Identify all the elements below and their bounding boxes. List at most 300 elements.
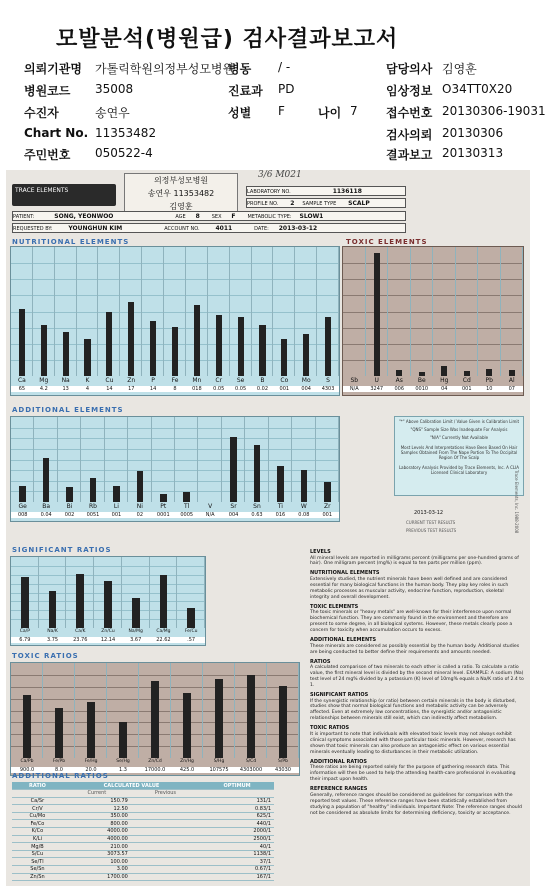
chart-value: 02 [128,512,151,518]
report-title: 모발분석(병원급) 검사결과보고서 [56,27,399,52]
chart-bar [238,317,244,376]
info-value: 송연우 [95,106,130,120]
stamp-line2: 송연우 11353482 [147,189,215,198]
explain-text: These minerals are considered as possibly essential by the human body. Additional studies are being conducted to better define their requirements and amounts needed. [310,643,520,655]
ar-previous [131,873,200,881]
explain-text: Extensively studied, the nutrient minerals have been well defined and are considered essential for many biological functions in the human body. They play key roles in such metabolic processes as muscular activity, endocrine function, reproduction, skeletal integrity and overall development. [310,576,509,600]
toxic-ratios-heading: TOXIC RATIOS [12,652,79,660]
ar-previous [131,843,200,851]
chart-value: 0.08 [292,512,315,518]
chart-symbol: As [395,377,403,384]
patient-value: SONG, YEONWOO [54,213,114,220]
chart-bar [464,371,470,376]
info-label: 성별 [228,106,252,120]
chart-column [478,247,501,376]
age-value: 8 [195,213,200,220]
additional-ratios-heading: ADDITIONAL RATIOS [12,772,109,780]
chart-value: 0.02 [252,386,274,392]
ar-row [12,858,274,866]
stamp-line3: 김영훈 [169,202,193,211]
explain-heading: ADDITIONAL RATIOS [310,758,367,765]
chart-bar [49,591,57,628]
ar-row [12,820,274,828]
ar-value: 4000.00 [63,835,131,843]
chart-symbol: Ca/P [19,629,30,634]
chart-value: 0005 [175,512,198,518]
ar-ratio: Ca/Sr [12,797,63,805]
nutritional-chart [10,246,340,396]
chart-bar [151,681,160,758]
ar-row [12,866,274,874]
chart-symbol: Bi [66,503,73,510]
chart-bar [90,478,97,502]
ar-ratio: Se/Tl [12,858,63,866]
chart-value: 8.0 [43,767,75,773]
chart-bar [137,471,144,502]
explain-heading: TOXIC ELEMENTS [310,603,359,610]
chart-bar [21,577,29,628]
explain-text: These ratios are being reported solely for the purpose of gathering research data. This information will then be used to help the attending health-care professional in evaluating their impact upon health. [310,765,516,783]
chart-value: 3247 [366,386,389,392]
info-value: 050522-4 [95,146,153,160]
chart-symbol: Sr [230,503,237,510]
chart-symbol: Be [417,377,426,384]
info-value: 가톨릭학원의정부성모병원 [95,62,235,76]
patient-label: PATIENT: [13,214,35,220]
chart-bar [84,339,90,376]
info-label: 진료과 [228,84,263,98]
chart-bar [19,309,25,376]
info-value: 11353482 [95,126,157,140]
chart-bar [66,487,73,502]
chart-symbol: Tl [184,503,190,510]
chart-column [175,417,198,502]
sample-label: SAMPLE TYPE [302,201,337,207]
chart-value: 0.05 [208,386,230,392]
chart-symbol: Pb [485,377,493,384]
ar-sub-current: Current [63,790,131,798]
chart-value: 65 [11,386,33,392]
chart-value: 14 [98,386,120,392]
chart-column [456,247,479,376]
age-label: AGE [175,214,186,220]
chart-symbol: Se [236,377,245,384]
chart-value: 4 [77,386,99,392]
patient-row [12,211,406,221]
ar-ratio: Cr/V [12,805,63,813]
chart-bar [187,608,195,628]
chart-bar [183,693,192,758]
chart-bar [281,339,287,376]
legend-sample-note: Most Levels And Interpretations Have Been Based On Hair Samples Obtained From The Nape Portion To The Occipital Region Of The Scalp [400,445,518,460]
chart-value: 006 [388,386,411,392]
chart-bar [325,317,331,376]
side-copyright: Trace Elements, Inc. 1988-2008 [514,470,519,534]
ar-optimum: 440/1 [200,820,274,828]
chart-symbol: S [326,377,330,384]
chart-value: 016 [269,512,292,518]
chart-symbol: Na [61,377,70,384]
info-label: 수진자 [24,106,59,120]
ar-ratio: Cu/Mo [12,812,63,820]
info-label: 검사의뢰 [386,128,433,142]
chart-symbol: Sn [253,503,261,510]
ar-row [12,843,274,851]
chart-bar [509,370,515,376]
additional-heading: ADDITIONAL ELEMENTS [12,406,124,414]
info-label: Chart No. [24,126,89,140]
ar-optimum: 40/1 [200,843,274,851]
chart-bar [19,486,26,502]
date-label: DATE: [254,226,269,232]
chart-symbol: Co [280,377,289,384]
ar-ratio: S/Cu [12,850,63,858]
chart-symbol: Fe/Pb [52,759,66,764]
chart-symbol: Ca/Mg [156,629,171,634]
ar-optimum: 0.83/1 [200,805,274,813]
chart-bar [160,494,167,502]
chart-symbol: U [374,377,379,384]
chart-value: 001 [105,512,128,518]
chart-bar [303,334,309,376]
ar-optimum: 0.67/1 [200,866,274,874]
chart-value: 004 [222,512,245,518]
chart-value: 3.67 [122,637,150,643]
logo-text: TRACE ELEMENTS [15,187,69,194]
ar-value: 100.00 [63,858,131,866]
chart-bar [216,315,222,376]
profile-value: 2 [290,200,295,207]
metabolic-label: METABOLIC TYPE: [247,214,292,220]
chart-symbol: Fe [171,377,179,384]
ar-header-row [12,782,274,790]
ar-row [12,812,274,820]
ar-previous [131,828,200,836]
toxic-ratios-chart [10,662,300,776]
chart-symbol: Zn [127,377,136,384]
chart-value: .57 [177,637,205,643]
info-value: 20130313 [442,146,504,160]
chart-symbol: Cd [462,377,471,384]
chart-symbol: S/Pb [278,759,288,764]
explain-heading: REFERENCE RANGES [310,786,368,793]
chart-value: 0051 [81,512,104,518]
chart-bar [301,470,308,502]
chart-symbol: Sb [350,377,359,384]
chart-value: 008 [11,512,34,518]
explanation-column [310,546,524,817]
chart-symbol: Zn/Cu [101,629,115,634]
ar-value: 210.00 [63,843,131,851]
explain-heading: LEVELS [310,549,331,555]
chart-bar [486,369,492,376]
chart-symbol: Zn/Hg [180,759,194,764]
chart-value: 6.79 [11,637,39,643]
chart-bar [277,466,284,502]
info-value: / - [278,60,291,74]
explain-heading: NUTRITIONAL ELEMENTS [310,570,380,577]
chart-value: 0.63 [245,512,268,518]
chart-bar [119,722,128,758]
chart-symbol: Rb [89,503,97,510]
chart-symbol: Ti [277,503,283,510]
chart-symbol: W [300,503,307,510]
explain-heading: ADDITIONAL ELEMENTS [310,637,377,644]
info-label: 주민번호 [24,148,71,162]
chart-bar [43,458,50,502]
chart-value: 4303 [317,386,339,392]
chart-value: 425.0 [171,767,203,773]
ar-ratio: Zn/Sn [12,873,63,881]
legend-box [394,416,524,496]
legend-lab: Laboratory Analysis Provided by Trace Elements, Inc. A CLIA Licensed Clinical Laboratory [398,465,520,475]
explain-text: All mineral levels are reported in milligrams percent (milligrams per one-hundred grams of hair). One milligram percent (mg%) is equal to ten parts per million (ppm). [310,555,519,567]
chart-symbol: Se/Hg [116,759,130,764]
account-label: ACCOUNT NO. [164,226,200,232]
requested-row [12,223,406,233]
chart-symbol: Mn [192,377,202,384]
ar-subheader-row [12,790,274,798]
chart-value: 8 [164,386,186,392]
chart-symbol: K [85,377,90,384]
ar-previous [131,805,200,813]
chart-symbol: V [208,503,213,510]
chart-value: 17 [120,386,142,392]
ar-value: 4000.00 [63,828,131,836]
ar-col-calc: CALCULATED VALUE [63,782,200,790]
chart-symbol: Ni [136,503,143,510]
info-value: 20130306-19031 [442,104,546,118]
ar-previous [131,850,200,858]
chart-column [501,247,524,376]
significant-heading: SIGNIFICANT RATIOS [12,546,112,554]
ar-optimum: 131/1 [200,797,274,805]
ar-value: 12.50 [63,805,131,813]
chart-symbol: Mo [301,377,311,384]
chart-symbol: Ca [17,377,26,384]
ar-optimum: 167/1 [200,873,274,881]
explain-text: A calculated comparison of two minerals to each other is called a ratio. To calculate a ratio value, the first mineral level is divided by the second mineral level. EXAMPLE: A sodium (Na) test level of 24 mg% divided by a potassium (K) level of 10mg% equals a Na/K ratio of 2.4 to 1. [310,665,524,689]
chart-bar [55,708,64,758]
chart-value: 22.62 [150,637,178,643]
explain-heading: RATIOS [310,658,331,665]
chart-value: 002 [58,512,81,518]
chart-symbol: Zr [323,503,331,510]
lab-no-label: LABORATORY NO. [247,189,291,195]
chart-symbol: Ca/K [75,629,86,634]
ar-value: 150.79 [63,797,131,805]
profile-label: PROFILE NO. [247,201,279,207]
chart-bar [128,302,134,376]
chart-symbol: S/Cd [245,759,257,764]
ar-row [12,797,274,805]
chart-value: 17000.0 [139,767,171,773]
legend-qns: "QNS" Sample Size Was Inadequate For Analysis [410,427,508,432]
chart-symbol: Na/K [47,629,58,634]
ar-ratio: K/Li [12,835,63,843]
chart-bar [194,305,200,376]
chart-symbol: Ge [18,503,27,510]
additional-ratios-table [12,782,274,881]
chart-value: 20.0 [75,767,107,773]
chart-value: 43030 [267,767,299,773]
ar-optimum: 37/1 [200,858,274,866]
date-value: 2013-03-12 [278,225,318,232]
sample-value: SCALP [348,200,370,207]
ar-ratio: Fe/Co [12,820,63,828]
info-label: 나이 [318,106,342,120]
ar-previous [131,820,200,828]
info-label: 병원코드 [24,84,71,98]
chart-symbol: Hg [440,377,449,384]
chart-value: 10 [478,386,501,392]
chart-bar [374,253,380,376]
chart-symbol: B [260,377,265,384]
info-value: 김영훈 [442,62,477,76]
chart-symbol: Mg [39,377,49,384]
sex-label: SEX [211,214,222,220]
chart-bar [106,312,112,376]
chart-bar [441,366,447,376]
significant-ratios-chart [10,556,206,646]
chart-bar [324,482,331,502]
ar-row [12,835,274,843]
chart-column [433,247,456,376]
chart-symbol: Cr [215,377,223,384]
current-results-label: CURRENT TEST RESULTS [406,520,456,525]
ar-previous [131,797,200,805]
explain-text: It is important to note that individuals with elevated toxic levels may not always exhibit clinical symptoms associated with those particular toxic minerals. However, research has shown that toxic minerals can also produce an antagonistic effect on various essential minerals eventually leading to disturbances in their metabolic utilization. [310,731,516,755]
ar-previous [131,835,200,843]
sex-value: F [231,213,236,220]
chart-value: N/A [343,386,366,392]
chart-column [343,247,366,376]
chart-bar [63,332,69,376]
ar-col-ratio: RATIO [12,782,63,790]
ar-value: 1700.00 [63,873,131,881]
ar-row [12,850,274,858]
ar-row [12,873,274,881]
chart-symbol: Fe/Hg [84,759,98,764]
toxic-chart [342,246,524,396]
chart-bar [396,370,402,376]
ar-previous [131,866,200,874]
ar-row [12,828,274,836]
lab-no-row [246,186,406,196]
chart-value: 0.04 [34,512,57,518]
chart-symbol: S/Hg [213,759,225,764]
info-label: 임상정보 [386,84,433,98]
ar-previous [131,858,200,866]
info-value: PD [278,82,295,96]
chart-value: 14 [142,386,164,392]
chart-bar [254,445,261,502]
ar-optimum: 2500/1 [200,835,274,843]
explain-text: Generally, reference ranges should be considered as guidelines for comparison with the reported test values. These reference ranges have been statistically established from studying a population of "healthy" individuals. Important Note: The reference ranges should not be considered as absolute limits for determining deficiency, toxicity or acceptance. [310,792,522,816]
explain-text: If the synergistic relationship (or ratio) between certain minerals in the body is disturbed, studies show that normal biological functions and metabolic activity can be adversely affected. Even at extremely low concentrations, the synergistic and/or antagonistic relationships between minerals still exist, which can indirectly affect metabolism. [310,698,517,722]
chart-value: 12.14 [94,637,122,643]
requested-value: YOUNGHUN KIM [68,225,123,232]
chart-symbol: Al [508,377,515,384]
chart-symbol: Ba [42,503,51,510]
info-label: 의뢰기관명 [24,62,82,76]
chart-symbol: Pt [160,503,167,510]
info-value: O34TT0X20 [442,82,513,96]
legend-calibration: "*" Above Calibration Limit / Value Given is Calibration Limit [398,419,520,424]
chart-bar [247,675,256,758]
chart-value: 1.3 [107,767,139,773]
info-value: F [278,104,285,118]
chart-bar [172,327,178,376]
chart-bar [76,574,84,628]
chart-bar [23,695,32,758]
legend-na: "N/A" Currently Not Available [429,435,489,440]
ar-value: 3073.57 [63,850,131,858]
chart-value: 004 [295,386,317,392]
chart-column [388,247,411,376]
info-value: 20130306 [442,126,504,140]
chart-bar [419,372,425,376]
chart-symbol: Fe/Cu [184,629,198,634]
chart-column [198,417,221,502]
ar-optimum: 2000/1 [200,828,274,836]
account-value: 4011 [215,225,233,232]
chart-bar [113,486,120,502]
chart-value: 4.2 [33,386,55,392]
chart-bar [41,325,47,376]
chart-value: 07 [501,386,524,392]
ar-value: 800.00 [63,820,131,828]
chart-symbol: Zn/Cd [148,759,162,764]
ar-ratio: Se/Sn [12,866,63,874]
lab-no-value: 1136118 [332,188,362,195]
chart-value: 001 [273,386,295,392]
chart-column [411,247,434,376]
requested-label: REQUESTED BY: [13,226,53,232]
chart-symbol: Cu [105,377,114,384]
chart-bar [279,686,288,758]
chart-bar [215,679,224,758]
chart-bar [87,702,96,758]
chart-value: 4303000 [235,767,267,773]
scanned-hair-analysis-report [6,170,530,886]
chart-bar [259,325,265,376]
ar-value: 3.00 [63,866,131,874]
ar-ratio: K/Co [12,828,63,836]
ar-previous [131,812,200,820]
chart-symbol: Na/Mg [128,629,143,634]
chart-symbol: Ca/Pb [20,759,34,764]
chart-value: 23.76 [66,637,94,643]
chart-value: 04 [433,386,456,392]
info-value: 35008 [95,82,134,96]
chart-value: 3.75 [39,637,67,643]
previous-results-label: PREVIOUS TEST RESULTS [406,528,457,533]
info-label: 병동 [228,62,252,76]
chart-symbol: Li [113,503,119,510]
ar-value: 350.00 [63,812,131,820]
chart-bar [183,492,190,502]
explain-text: The toxic minerals or "heavy metals" are well-known for their interference upon normal biochemical function. They are commonly found in the environment and therefore are present to some degree, in all biological systems. However, these metals clearly pose a concern for toxicity when accumulation occurs to excess. [310,610,513,634]
chart-bar [160,575,168,628]
chart-bar [132,598,140,628]
chart-value: 0.05 [230,386,252,392]
chart-column [152,417,175,502]
chart-value: 107575 [203,767,235,773]
metabolic-value: SLOW1 [299,213,324,220]
chart-symbol: P [151,377,155,384]
nutritional-heading: NUTRITIONAL ELEMENTS [12,238,130,246]
